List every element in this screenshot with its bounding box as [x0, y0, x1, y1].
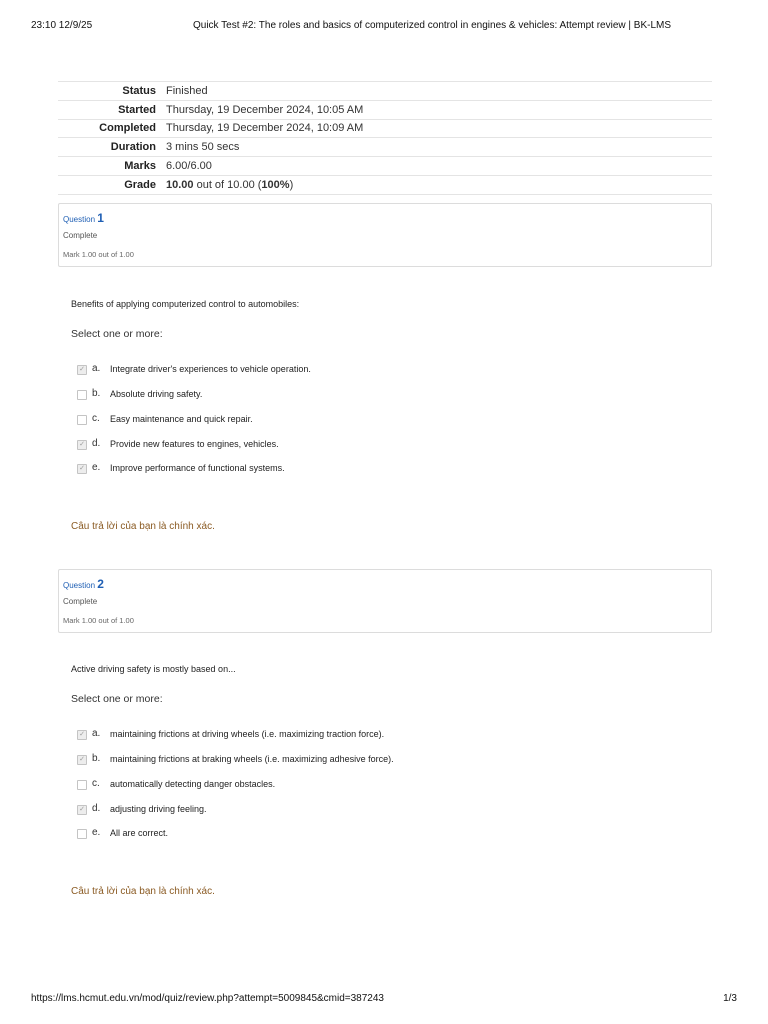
question-2-feedback: Câu trả lời của bạn là chính xác. [71, 886, 215, 897]
answer-text: maintaining frictions at driving wheels (i.e. maximizing traction force). [110, 729, 385, 739]
marks-label: Marks [58, 157, 162, 176]
grade-mid: out of 10.00 ( [193, 178, 262, 191]
duration-value: 3 mins 50 secs [162, 138, 712, 157]
answer-text: maintaining frictions at braking wheels (i.e. maximizing adhesive force). [110, 754, 394, 764]
question-number: 1 [97, 211, 104, 225]
answer-letter: c. [92, 413, 100, 424]
checkbox-checked-icon[interactable]: ✓ [77, 440, 87, 450]
checkbox-checked-icon[interactable]: ✓ [77, 730, 87, 740]
print-page-number: 1/3 [723, 993, 737, 1004]
answer-text: automatically detecting danger obstacles. [110, 779, 276, 789]
answer-text: Improve performance of functional systems. [110, 463, 285, 473]
checkbox-icon[interactable] [77, 390, 87, 400]
answer-letter: b. [92, 753, 101, 764]
duration-label: Duration [58, 138, 162, 157]
started-value: Thursday, 19 December 2024, 10:05 AM [162, 100, 712, 119]
question-1-prompt: Select one or more: [71, 328, 163, 340]
question-2-prompt: Select one or more: [71, 693, 163, 705]
print-header [31, 20, 737, 34]
answer-letter: c. [92, 778, 100, 789]
print-url: https://lms.hcmut.edu.vn/mod/quiz/review.php?attempt=5009845&cmid=387243 [31, 993, 384, 1004]
answer-text: Absolute driving safety. [110, 389, 203, 399]
question-1-state: Complete [63, 231, 98, 240]
status-value: Finished [162, 82, 712, 101]
checkbox-checked-icon[interactable]: ✓ [77, 805, 87, 815]
answer-letter: e. [92, 827, 101, 838]
checkbox-icon[interactable] [77, 829, 87, 839]
question-1-number [63, 211, 104, 225]
question-label: Question [63, 581, 98, 590]
grade-value [162, 175, 712, 194]
answer-text: Integrate driver's experiences to vehicle operation. [110, 364, 311, 374]
completed-label: Completed [58, 119, 162, 138]
checkbox-checked-icon[interactable]: ✓ [77, 464, 87, 474]
answer-text: All are correct. [110, 828, 169, 838]
checkbox-checked-icon[interactable]: ✓ [77, 755, 87, 765]
checkbox-icon[interactable] [77, 415, 87, 425]
answer-text: Provide new features to engines, vehicles. [110, 439, 279, 449]
answer-letter: e. [92, 462, 101, 473]
answer-letter: d. [92, 438, 101, 449]
question-2-number [63, 577, 104, 591]
summary-row-completed [58, 119, 712, 138]
question-number: 2 [97, 577, 104, 591]
print-datetime: 23:10 12/9/25 [31, 20, 93, 31]
summary-row-started [58, 100, 712, 119]
summary-row-grade [58, 175, 712, 194]
question-2-state: Complete [63, 597, 98, 606]
status-label: Status [58, 82, 162, 101]
question-1-info [58, 203, 712, 267]
print-footer [31, 993, 737, 1007]
marks-value: 6.00/6.00 [162, 157, 712, 176]
summary-row-status [58, 82, 712, 101]
summary-row-marks [58, 157, 712, 176]
question-2-info [58, 569, 712, 633]
started-label: Started [58, 100, 162, 119]
question-1-grade: Mark 1.00 out of 1.00 [63, 250, 134, 259]
grade-end: ) [289, 178, 294, 191]
checkbox-checked-icon[interactable]: ✓ [77, 365, 87, 375]
answer-text: adjusting driving feeling. [110, 804, 207, 814]
print-page-title: Quick Test #2: The roles and basics of computerized control in engines & vehicles: Attempt review | BK-LMS [193, 20, 672, 31]
answer-letter: b. [92, 388, 101, 399]
grade-score: 10.00 [166, 178, 194, 191]
answer-letter: a. [92, 363, 101, 374]
answer-text: Easy maintenance and quick repair. [110, 414, 253, 424]
question-1-text: Benefits of applying computerized control to automobiles: [71, 299, 300, 309]
question-1-feedback: Câu trả lời của bạn là chính xác. [71, 521, 215, 532]
completed-value: Thursday, 19 December 2024, 10:09 AM [162, 119, 712, 138]
attempt-summary-table [58, 81, 712, 195]
question-2-grade: Mark 1.00 out of 1.00 [63, 616, 134, 625]
question-label: Question [63, 215, 98, 224]
grade-percent: 100% [261, 178, 290, 191]
grade-label: Grade [58, 175, 162, 194]
question-2-text: Active driving safety is mostly based on... [71, 664, 236, 674]
answer-letter: a. [92, 728, 101, 739]
answer-letter: d. [92, 803, 101, 814]
summary-row-duration [58, 138, 712, 157]
checkbox-icon[interactable] [77, 780, 87, 790]
